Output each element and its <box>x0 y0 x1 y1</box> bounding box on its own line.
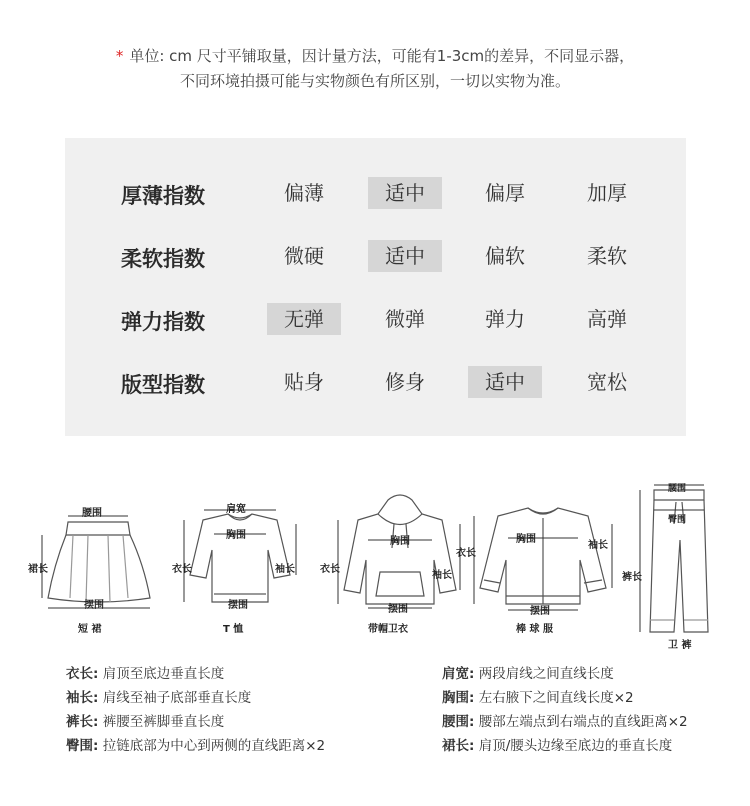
index-row-thickness <box>65 174 686 214</box>
index-label: 柔软指数 <box>121 247 205 271</box>
index-option: 宽松 <box>587 370 627 394</box>
definition-item: 臀围: 拉链底部为中心到两侧的直线距离×2 <box>66 738 326 754</box>
definition-item: 裤长: 裤腰至裤脚垂直长度 <box>66 714 225 730</box>
pants-length-label: 裤长 <box>622 572 642 583</box>
pants-hip-label: 臀围 <box>668 515 687 525</box>
hoodie-hem-label: 摆围 <box>388 604 408 615</box>
index-row-elasticity <box>65 300 686 340</box>
skirt-hem-label: 摆围 <box>84 600 104 611</box>
tee-caption: T 恤 <box>223 624 244 635</box>
notice-line-1: 单位: cm 尺寸平铺取量，因计量方法，可能有1-3cm的差异，不同显示器， <box>129 47 635 65</box>
fabric-index-panel <box>65 138 686 436</box>
index-option: 柔软 <box>587 244 627 268</box>
skirt-waist-label: 腰围 <box>82 508 102 519</box>
index-option: 高弹 <box>587 307 627 331</box>
tee-chest-label: 胸围 <box>226 530 246 541</box>
index-option: 微硬 <box>284 244 324 268</box>
hoodie-sleeve-label: 袖长 <box>432 570 452 581</box>
baseball-sleeve-label: 袖长 <box>588 540 608 551</box>
index-option: 加厚 <box>587 181 627 205</box>
tee-shoulder-label: 肩宽 <box>226 504 246 515</box>
index-label: 版型指数 <box>121 373 205 397</box>
pants-waist-label: 腰围 <box>668 484 687 494</box>
asterisk-icon: * <box>115 47 124 65</box>
baseball-length-label: 衣长 <box>456 548 476 559</box>
notice-line-2: 不同环境拍摄可能与实物颜色有所区别，一切以实物为准。 <box>179 72 570 90</box>
index-option-selected: 无弹 <box>267 303 341 335</box>
tee-hem-label: 摆围 <box>228 600 248 611</box>
index-option-selected: 适中 <box>368 240 442 272</box>
index-row-fit <box>65 363 686 403</box>
definition-item: 裙长: 肩顶/腰头边缘至底边的垂直长度 <box>442 738 673 754</box>
definition-item: 衣长: 肩顶至底边垂直长度 <box>66 666 225 682</box>
pants-caption: 卫 裤 <box>668 640 692 651</box>
measurement-diagrams <box>28 480 728 650</box>
index-option: 微弹 <box>385 307 425 331</box>
index-row-softness <box>65 237 686 277</box>
skirt-caption: 短 裙 <box>78 624 102 635</box>
index-option: 偏软 <box>485 244 525 268</box>
index-label: 弹力指数 <box>121 310 205 334</box>
size-notice <box>0 44 750 94</box>
definition-item: 肩宽: 两段肩线之间直线长度 <box>442 666 614 682</box>
definition-item: 腰围: 腰部左端点到右端点的直线距离×2 <box>442 714 688 730</box>
hoodie-length-label: 衣长 <box>320 564 340 575</box>
index-option: 贴身 <box>284 370 324 394</box>
hoodie-caption: 带帽卫衣 <box>368 624 408 635</box>
definition-item: 胸围: 左右腋下之间直线长度×2 <box>442 690 634 706</box>
definitions-right <box>442 662 688 758</box>
skirt-length-label: 裙长 <box>28 564 48 575</box>
index-option: 修身 <box>385 370 425 394</box>
definition-item: 袖长: 肩线至袖子底部垂直长度 <box>66 690 252 706</box>
index-label: 厚薄指数 <box>121 184 205 208</box>
baseball-chest-label: 胸围 <box>516 534 536 545</box>
index-option: 偏厚 <box>485 181 525 205</box>
baseball-hem-label: 摆围 <box>530 606 550 617</box>
hoodie-chest-label: 胸围 <box>390 536 410 547</box>
tee-length-label: 衣长 <box>172 564 192 575</box>
definitions-left <box>66 662 325 758</box>
index-option: 弹力 <box>485 307 525 331</box>
baseball-caption: 棒 球 服 <box>516 624 553 635</box>
index-option-selected: 适中 <box>468 366 542 398</box>
index-option: 偏薄 <box>284 181 324 205</box>
tee-sleeve-label: 袖长 <box>275 564 295 575</box>
index-option-selected: 适中 <box>368 177 442 209</box>
